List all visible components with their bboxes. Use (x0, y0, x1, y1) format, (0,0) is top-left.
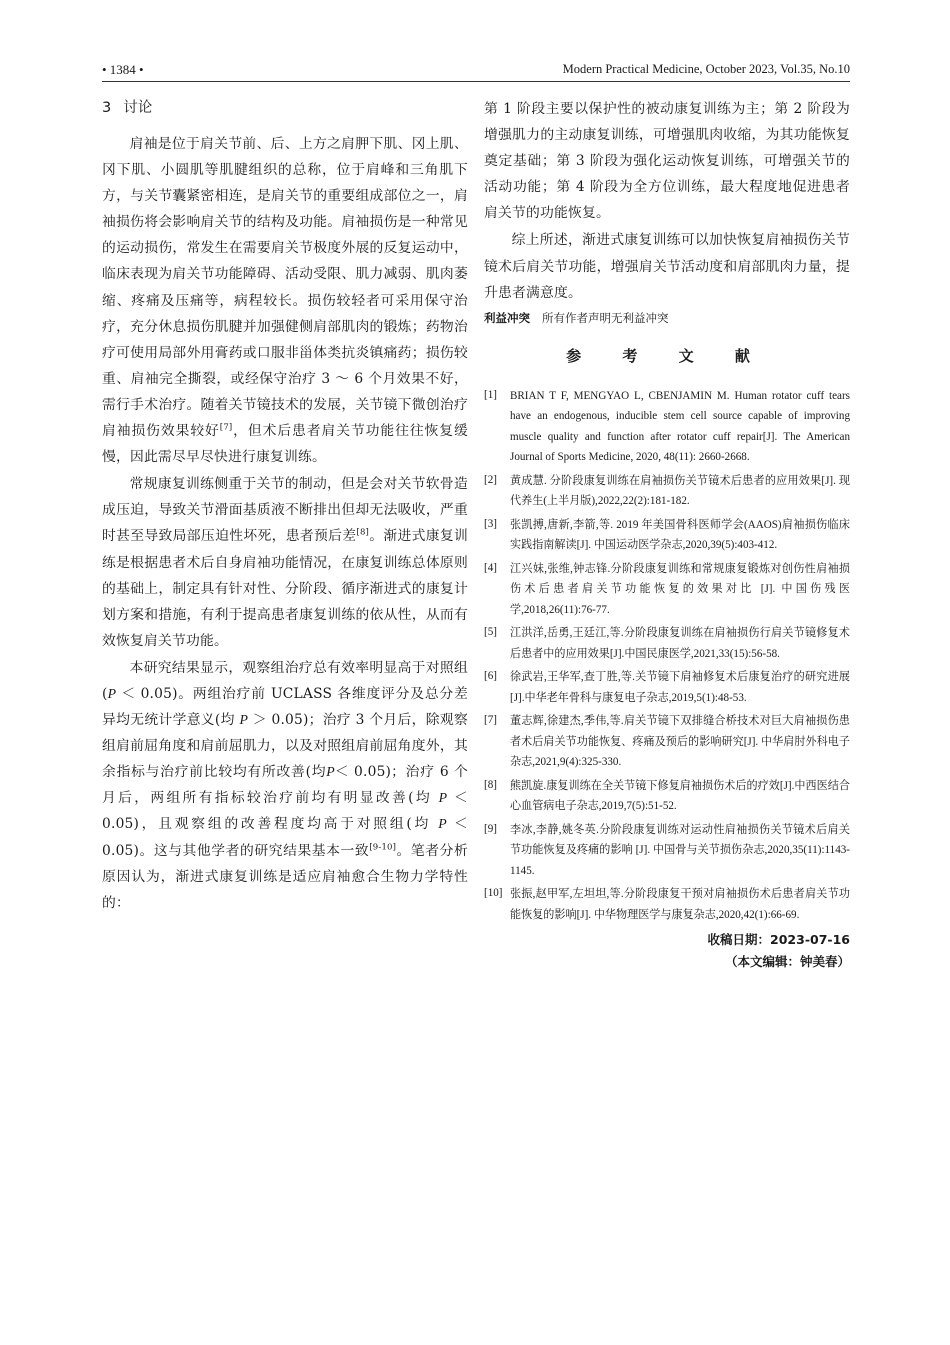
paragraph-4: 第 1 阶段主要以保护性的被动康复训练为主；第 2 阶段为增强肌力的主动康复训练，可增强肌肉收缩，为其功能恢复奠定基础；第 3 阶段为强化运动恢复训练，可增强关节的活动功能；第 4 阶段为全方位训练，最大程度地促进患者肩关节的功能恢复。 (484, 101, 850, 222)
received-date: 收稿日期：2023-07-16 (707, 932, 850, 948)
coi-label: 利益冲突 (484, 310, 530, 325)
paragraph-1 (102, 131, 468, 470)
reference-item (484, 776, 850, 817)
paragraph-2-end: 。渐进式康复训练是根据患者术后自身肩袖功能情况，在康复训练总体原则的基础上，制定具有针对性、分阶段、循序渐进式的康复计划方案和措施，有利于提高患者康复训练的依从性，从而有效恢复肩关节功能。 (102, 528, 468, 649)
reference-number: [10] (484, 887, 503, 900)
section-number: 3 (102, 100, 112, 116)
paragraph-3 (102, 655, 468, 916)
reference-text: 江兴妹,张维,钟志锋.分阶段康复训练和常规康复锻炼对创伤性肩袖损伤术后患者肩关节功能恢复的效果对比 [J]. 中国伤残医学,2018,26(11):76-77. (510, 562, 850, 616)
page-header (102, 62, 850, 82)
reference-item (484, 667, 850, 708)
reference-number: [5] (484, 626, 497, 639)
p-value-symbol: P (438, 816, 447, 832)
reference-item (484, 623, 850, 664)
p-value-symbol: P (438, 790, 448, 806)
reference-item (484, 884, 850, 925)
paragraph-2-text: 常规康复训练侧重于关节的制动，但是会对关节软骨造成压迫，导致关节滑面基质液不断排出但却无法吸收，严重时甚至导致局部压迫性坏死，患者预后差 (102, 476, 468, 545)
reference-text: 徐武岩,王华军,查丁胜,等.关节镜下肩袖修复术后康复治疗的研究进展[J].中华老年骨科与康复电子杂志,2019,5(1):48-53. (510, 671, 850, 704)
reference-text: 董志辉,徐建杰,季伟,等.肩关节镜下双排缝合桥技术对巨大肩袖损伤患者术后肩关节功能恢复、疼痛及预后的影响研究[J]. 中华肩肘外科电子杂志,2021,9(4):325-330. (510, 715, 850, 769)
reference-number: [2] (484, 473, 497, 486)
reference-item (484, 711, 850, 773)
header-rule (102, 81, 850, 82)
reference-text: 江洪洋,岳勇,王廷江,等.分阶段康复训练在肩袖损伤行肩关节镜修复术后患者中的应用效果[J].中国民康医学,2021,33(15):56-58. (510, 627, 850, 660)
paragraph-1-text: 肩袖是位于肩关节前、后、上方之肩胛下肌、冈上肌、冈下肌、小圆肌等肌腱组织的总称，位于肩峰和三角肌下方，与关节囊紧密相连，是肩关节的重要组成部位之一，肩袖损伤将会影响肩关节的结构及功能。肩袖损伤是一种常见的运动损伤，常发生在需要肩关节极度外展的反复运动中，临床表现为肩关节功能障碍、活动受限、肌力减弱、肌肉萎缩、疼痛及压痛等，病程较长。损伤较轻者可采用保守治疗，充分休息损伤肌腱并加强健侧肩部肌肉的锻炼；药物治疗可使用局部外用膏药或口服非甾体类抗炎镇痛药；损伤较重、肩袖完全撕裂，或经保守治疗 3 ～ 6 个月效果不好，需行手术治疗。随着关节镜技术的发展，关节镜下微创治疗肩袖损伤效果较好 (102, 136, 468, 440)
section-title: 讨论 (123, 100, 153, 116)
reference-number: [3] (484, 517, 497, 530)
reference-text: 张振,赵甲军,左坦坦,等.分阶段康复干预对肩袖损伤术后患者肩关节功能恢复的影响[J]. 中华物理医学与康复杂志,2020,42(1):66-69. (510, 888, 850, 921)
coi-text: 所有作者声明无利益冲突 (542, 310, 669, 325)
reference-number: [9] (484, 822, 497, 835)
paragraph-3-text-e: ＜ 0.05)，且观察组的改善程度均高于对照组(均 (102, 790, 468, 833)
journal-citation: Modern Practical Medicine, October 2023, Vol.35, No.10 (562, 62, 850, 76)
reference-text: BRIAN T F, MENGYAO L, CBENJAMIN M. Human rotator cuff tears have an endogenous, inducible stem cell source capable of improving muscle quality and function after rotator cuff repair[J]. The American Journal of Sports Medicine, 2020, 48(11): 2660-2668. (510, 389, 850, 464)
reference-number: [8] (484, 778, 497, 791)
paragraph-2 (102, 471, 468, 654)
p-value-symbol: P (239, 712, 249, 728)
p-value-symbol: P (326, 764, 335, 780)
reference-text: 熊凯旋.康复训练在全关节镜下修复肩袖损伤术后的疗效[J].中西医结合心血管病电子杂志,2019,7(5):51-52. (510, 779, 850, 813)
citation-7: [7] (219, 422, 233, 433)
paragraph-5: 综上所述，渐进式康复训练可以加快恢复肩袖损伤关节镜术后肩关节功能，增强肩关节活动度和肩部肌肉力量，提升患者满意度。 (484, 232, 850, 301)
reference-item (484, 386, 850, 468)
reference-item (484, 559, 850, 621)
paragraph-3-text-g: 。笔者分析原因认为，渐进式康复训练是适应肩袖愈合生物力学特性的： (102, 842, 468, 911)
citation-8: [8] (356, 527, 370, 538)
reference-list (484, 386, 850, 926)
paragraph-3-text-a: 本研究结果显示，观察组治疗总有效率明显高于对照组( (102, 659, 468, 702)
section-heading (102, 96, 468, 120)
reference-text: 张凯搏,唐新,李箭,等. 2019 年美国骨科医师学会(AAOS)肩袖损伤临床实践指南解读[J]. 中国运动医学杂志,2020,39(5):403-412. (510, 518, 850, 552)
references-heading: 参 考 文 献 (566, 346, 768, 365)
paragraph-3-text-d: ＜ 0.05)；治疗 6 个月后，两组所有指标较治疗前均有明显改善(均 (102, 764, 468, 807)
page-number: • 1384 • (102, 62, 144, 77)
reference-item (484, 515, 850, 556)
paragraph-1-end: ，但术后患者肩关节功能往往恢复缓慢，因此需尽早尽快进行康复训练。 (102, 423, 469, 466)
paragraph-3-text-b: ＜ 0.05)。两组治疗前 UCLASS 各维度评分及总分差异均无统计学意义(均 (102, 685, 468, 729)
citation-9-10: [9-10] (369, 841, 397, 852)
reference-number: [4] (484, 561, 497, 574)
reference-text: 李冰,李静,姚冬英.分阶段康复训练对运动性肩袖损伤关节镜术后肩关节功能恢复及疼痛的影响 [J]. 中国骨与关节损伤杂志,2020,35(11):1143-1145. (510, 823, 850, 877)
right-column (484, 96, 850, 973)
p-value-symbol: P (107, 685, 117, 701)
reference-item (484, 820, 850, 882)
reference-number: [7] (484, 714, 497, 727)
left-column (102, 96, 468, 917)
paragraph-3-text-f: ＜ 0.05)。这与其他学者的研究结果基本一致 (102, 816, 468, 859)
reference-number: [6] (484, 670, 497, 683)
editor-credit: （本文编辑：钟美春） (724, 954, 850, 970)
reference-text: 黄成慧. 分阶段康复训练在肩袖损伤关节镜术后患者的应用效果[J]. 现代养生(上半月版),2022,22(2):181-182. (510, 474, 850, 508)
conflict-of-interest (484, 307, 850, 329)
reference-number: [1] (484, 388, 497, 401)
reference-item (484, 471, 850, 512)
paragraph-3-text-c: ＞ 0.05)；治疗 3 个月后，除观察组肩前屈角度和肩前屈肌力，以及对照组肩前屈角度外，其余指标与治疗前比较均有所改善(均 (102, 712, 468, 781)
